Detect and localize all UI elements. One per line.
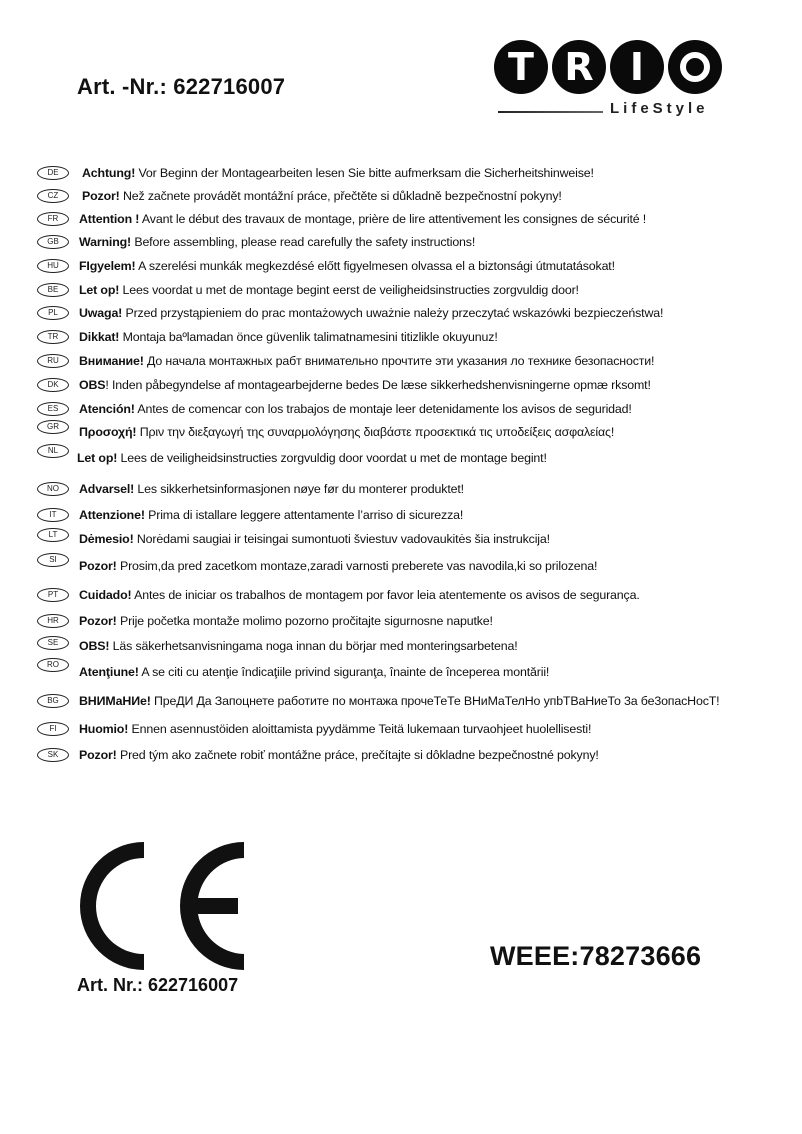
warning-text <box>79 508 463 522</box>
article-number-footer: Art. Nr.: 622716007 <box>77 975 239 995</box>
warning-text <box>82 166 594 180</box>
warning-row-ru <box>37 351 654 371</box>
country-code-badge: BE <box>37 283 69 297</box>
warning-body: Avant le début des travaux de montage, prière de lire attentivement les consignes de sécurité ! <box>139 212 647 226</box>
warning-text <box>82 189 562 203</box>
country-code-badge: NO <box>37 482 69 496</box>
warning-body: Les sikkerhetsinformasjonen nøye før du monterer produktet! <box>134 482 464 496</box>
warning-title: Внимание! <box>79 354 144 368</box>
warning-title: Pozor! <box>79 748 117 762</box>
warning-body: Vor Beginn der Montagearbeiten lesen Sie bitte aufmerksam die Sicherheitshinweise! <box>135 166 594 180</box>
warning-body: До начала монтажных рабт внимательно прочтите эти указания ло технике безопасности! <box>143 354 655 368</box>
warning-title: Uwaga! <box>79 306 123 320</box>
warning-title: Pozor! <box>79 559 117 573</box>
country-code-badge: GB <box>37 235 69 249</box>
logo-divider-line <box>498 111 603 113</box>
warning-text <box>79 306 663 320</box>
warning-row-fr <box>37 209 646 229</box>
warning-row-it <box>37 505 463 525</box>
warning-title: Attenzione! <box>79 508 145 522</box>
warning-row-lt <box>37 529 550 549</box>
warning-body: Πριν την διεξαγωγή της συναρμολόγησης διαβάστε προσεκτικά τις υποδείξεις ασφαλείας! <box>136 425 615 439</box>
warning-text <box>79 402 632 416</box>
warning-row-dk <box>37 375 651 395</box>
country-code-badge: PL <box>37 306 69 320</box>
warning-row-gb <box>37 232 475 252</box>
warning-row-hr <box>37 611 493 631</box>
warning-row-cz <box>37 186 562 206</box>
warning-text <box>79 235 475 249</box>
warning-text <box>79 532 550 546</box>
warning-title: OBS <box>79 378 106 392</box>
warning-body: Antes de comencar con los trabajos de montaje leer detenidamente los avisos de seguridad! <box>134 402 632 416</box>
warning-title: Προσοχή! <box>79 425 137 439</box>
warning-body: Läs säkerhetsanvisningama noga innan du börjar med monteringsarbetena! <box>109 639 518 653</box>
warning-body: ! Inden påbegyndelse af montagearbejderne bedes De læse sikkerhedshenvisningerne opmæ rksomt! <box>105 378 651 392</box>
warning-row-es <box>37 399 632 419</box>
warning-body: Antes de iniciar os trabalhos de montagem por favor leia atentemente os avisos de segurança. <box>131 588 640 602</box>
warning-title: ВНИМаНИе! <box>79 694 151 708</box>
weee-number: WEEE:78273666 <box>490 941 702 971</box>
warning-title: Advarsel! <box>79 482 135 496</box>
warning-row-si <box>37 556 597 576</box>
logo-letter-o <box>668 40 722 94</box>
warning-title: Pozor! <box>79 614 117 628</box>
country-code-badge: HU <box>37 259 69 273</box>
warning-text <box>79 694 719 708</box>
warning-title: Dėmesio! <box>79 532 134 546</box>
warning-text <box>79 748 599 762</box>
country-code-badge: HR <box>37 614 69 628</box>
warning-body: Lees voordat u met de montage begint eerst de veiligheidsinstructies zorgvuldig door! <box>119 283 579 297</box>
warning-row-ro <box>37 662 549 682</box>
warning-body: A se citi cu atenţie îndicaţiile privind siguranţa, înainte de începerea montării! <box>138 665 550 679</box>
warning-row-gr <box>37 422 614 442</box>
warning-title: Let op! <box>79 283 120 297</box>
warning-body: Before assembling, please read carefully the safety instructions! <box>131 235 476 249</box>
country-code-badge: ES <box>37 402 69 416</box>
warning-title: Let op! <box>77 451 118 465</box>
country-code-badge: SI <box>37 553 69 567</box>
article-number-header: Art. -Nr.: 622716007 <box>77 74 286 99</box>
warning-text <box>77 451 547 465</box>
country-code-badge: CZ <box>37 189 69 203</box>
warning-text <box>79 212 646 226</box>
ce-mark-icon <box>76 842 248 970</box>
warning-body: Než začnete provádět montážní práce, přečtěte si důkladně bezpečnostní pokyny! <box>119 189 562 203</box>
warning-body: Ennen asennustöiden aloittamista pyydämme Teitä lukemaan turvaohjeet huolellisesti! <box>128 722 592 736</box>
warning-text <box>79 559 597 573</box>
warning-title: Atención! <box>79 402 135 416</box>
logo-subtitle: LifeStyle <box>610 100 709 117</box>
warning-row-se <box>37 636 518 656</box>
warning-text <box>79 614 493 628</box>
warning-text <box>79 425 614 439</box>
warning-row-bg <box>37 691 719 711</box>
country-code-badge: RO <box>37 658 69 672</box>
warning-text <box>79 482 464 496</box>
warning-title: Attention ! <box>79 212 140 226</box>
country-code-badge: BG <box>37 694 69 708</box>
warning-row-sk <box>37 745 599 765</box>
warning-row-no <box>37 479 464 499</box>
warning-title: Atenţiune! <box>79 665 139 679</box>
country-code-badge: FI <box>37 722 69 736</box>
warning-title: Pozor! <box>82 189 120 203</box>
warning-text <box>79 722 591 736</box>
warning-text <box>79 639 518 653</box>
country-code-badge: TR <box>37 330 69 344</box>
warning-text <box>79 354 654 368</box>
country-code-badge: NL <box>37 444 69 458</box>
warning-body: Montaja baºlamadan önce güvenlik talimatnamesini titizlikle okuyunuz! <box>119 330 498 344</box>
warning-body: Lees de veiligheidsinstructies zorgvuldig door voordat u met de montage begint! <box>117 451 547 465</box>
warning-body: A szerelési munkák megkezdésé előtt figyelmesen olvassa el a biztonsági útmutatásokat! <box>135 259 615 273</box>
country-code-badge: DE <box>37 166 69 180</box>
warning-row-fi <box>37 719 591 739</box>
logo-o-ring-icon <box>680 52 710 82</box>
warning-row-nl <box>37 448 547 468</box>
logo-letter-i: I <box>610 40 664 94</box>
country-code-badge: GR <box>37 420 69 434</box>
warning-body: Prosim,da pred zacetkom montaze,zaradi varnosti preberete vas navodila,ki so prilozena! <box>116 559 598 573</box>
warning-row-pl <box>37 303 663 323</box>
warning-row-de <box>37 163 594 183</box>
country-code-badge: LT <box>37 528 69 542</box>
country-code-badge: FR <box>37 212 69 226</box>
country-code-badge: SE <box>37 636 69 650</box>
country-code-badge: RU <box>37 354 69 368</box>
warning-text <box>79 330 498 344</box>
warning-row-tr <box>37 327 498 347</box>
warning-title: FIgyelem! <box>79 259 136 273</box>
country-code-badge: IT <box>37 508 69 522</box>
country-code-badge: DK <box>37 378 69 392</box>
warning-title: Dikkat! <box>79 330 120 344</box>
logo-letter-t: T <box>494 40 548 94</box>
warning-body: Prije početka montaže molimo pozorno pročitajte sigurnosne naputke! <box>116 614 493 628</box>
country-code-badge: PT <box>37 588 69 602</box>
warning-body: Przed przystąpieniem do prac montażowych uważnie należy przeczytać wskazówki bezpieczeństwa! <box>122 306 664 320</box>
logo-letter-r: R <box>552 40 606 94</box>
warning-title: OBS! <box>79 639 110 653</box>
warning-title: Warning! <box>79 235 132 249</box>
warning-row-hu <box>37 256 615 276</box>
trio-lifestyle-logo <box>488 40 720 126</box>
warning-row-pt <box>37 585 640 605</box>
country-code-badge: SK <box>37 748 69 762</box>
warning-body: Pred tým ako začnete robiť montážne práce, prečítajte si dôkladne bezpečnostné pokyny! <box>116 748 599 762</box>
warning-body: ПреДИ Да Запоцнете работите по монтажа прочеТеТе ВНиМаТелНо упbТВаНиеТо 3а бе3опасНосТ! <box>150 694 720 708</box>
warning-text <box>79 588 640 602</box>
warning-title: Achtung! <box>82 166 136 180</box>
warning-title: Cuidado! <box>79 588 132 602</box>
warning-title: Huomio! <box>79 722 129 736</box>
warning-row-be <box>37 280 579 300</box>
warning-text <box>79 283 579 297</box>
warning-body: Norėdami saugiai ir teisingai sumontuoti šviestuv vadovaukitės šia instrukcija! <box>133 532 550 546</box>
warning-text <box>79 665 549 679</box>
warning-body: Prima di istallare leggere attentamente l’arriso di sicurezza! <box>144 508 464 522</box>
warning-text <box>79 259 615 273</box>
warning-text <box>79 378 651 392</box>
